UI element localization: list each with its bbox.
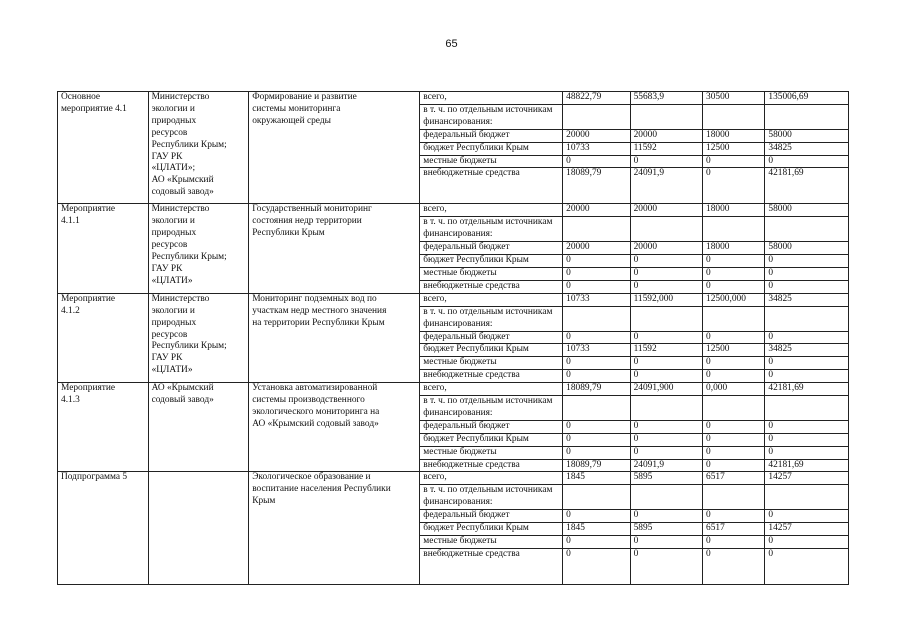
amount-cell: 20000 [563,204,630,217]
funding-source-cell: бюджет Республики Крым [420,523,563,536]
funding-source-cell: федеральный бюджет [420,242,563,255]
amount-cell: 0 [563,420,630,433]
amount-cell: 0 [563,280,630,293]
amount-cell: 0 [563,510,630,523]
amount-cell: 20000 [630,129,702,142]
activity-name-cell [58,472,149,584]
amount-cell: 12500 [703,344,765,357]
amount-cell: 135006,69 [765,92,849,105]
funding-source-cell: федеральный бюджет [420,129,563,142]
amount-cell: 42181,69 [765,459,849,472]
text-line: окружающей среды [252,115,331,126]
amount-cell: 0 [703,510,765,523]
text-line: 4.1.3 [61,395,80,406]
text-line: АО «Крымский [151,175,214,186]
text-line: Министерство [151,92,210,102]
text-line: воспитание населения Республики [252,484,391,495]
amount-cell: 0 [703,168,765,204]
amount-cell: 0 [630,536,702,549]
amount-cell: 0 [563,267,630,280]
amount-cell: 0 [630,280,702,293]
funding-source-cell: всего, [420,472,563,485]
text-line: ГАУ РК [151,353,183,364]
text-line: природных [151,228,197,239]
text-line: Мероприятие [61,293,116,304]
amount-cell: 18000 [703,129,765,142]
amount-cell: 11592,000 [630,293,702,306]
amount-cell: 55683,9 [630,92,702,105]
text-line: «ЦЛАТИ» [151,365,193,376]
amount-cell: 6517 [703,523,765,536]
funding-source-cell: внебюджетные средства [420,168,563,204]
amount-cell: 0 [765,331,849,344]
amount-cell: 0 [563,255,630,268]
amount-cell: 1845 [563,472,630,485]
funding-source-cell: федеральный бюджет [420,510,563,523]
amount-cell [703,396,765,421]
text-line: содовый завод» [151,187,214,198]
amount-cell [765,396,849,421]
amount-cell: 34825 [765,293,849,306]
text-line: Крым [252,496,276,507]
executor-cell [148,383,249,472]
description-cell [249,92,420,204]
amount-cell: 34825 [765,142,849,155]
amount-cell: 10733 [563,293,630,306]
description-cell [249,472,420,584]
amount-cell: 0 [630,370,702,383]
executor-cell [148,92,249,204]
amount-cell: 0 [703,331,765,344]
text-line: системы мониторинга [252,103,341,114]
amount-cell: 18089,79 [563,459,630,472]
text-line: Министерство [151,293,210,304]
description-cell [249,204,420,293]
funding-source-cell: бюджет Республики Крым [420,142,563,155]
amount-cell: 0 [765,155,849,168]
activity-name-cell [58,204,149,293]
funding-source-cell: всего, [420,204,563,217]
amount-cell: 18089,79 [563,168,630,204]
amount-cell: 0 [703,267,765,280]
amount-cell: 0 [703,255,765,268]
amount-cell: 6517 [703,472,765,485]
text-line: экологии и [151,305,195,316]
amount-cell [703,306,765,331]
amount-cell [703,104,765,129]
amount-cell [765,485,849,510]
amount-cell: 0 [563,433,630,446]
text-line: ГАУ РК [151,263,183,274]
text-line: Формирование и развитие [252,92,357,102]
executor-cell [148,293,249,382]
activity-name-cell [58,383,149,472]
text-line: участкам недр местного значения [252,305,387,316]
funding-source-cell: всего, [420,293,563,306]
funding-source-cell: всего, [420,383,563,396]
funding-source-cell: федеральный бюджет [420,331,563,344]
amount-cell: 34825 [765,344,849,357]
text-line: ресурсов [151,240,188,251]
text-line: Государственный мониторинг [252,204,372,215]
amount-cell: 0 [765,267,849,280]
amount-cell [630,104,702,129]
amount-cell: 0 [630,267,702,280]
amount-cell: 0 [765,446,849,459]
text-line: Министерство [151,204,210,215]
funding-source-cell: в т. ч. по отдельным источникам финансирования: [420,485,563,510]
amount-cell: 0 [630,510,702,523]
amount-cell [630,396,702,421]
amount-cell [630,306,702,331]
amount-cell: 0 [630,446,702,459]
table-row [58,92,849,105]
amount-cell [563,396,630,421]
amount-cell: 0 [703,357,765,370]
budget-table [57,91,849,585]
text-line: Установка автоматизированной [252,383,378,394]
amount-cell: 0 [703,459,765,472]
text-line: Республики Крым; [151,252,227,263]
amount-cell: 0 [703,446,765,459]
amount-cell: 0 [703,536,765,549]
amount-cell: 0 [563,536,630,549]
text-line: Республики Крым; [151,341,227,352]
amount-cell: 20000 [563,129,630,142]
amount-cell: 0 [563,446,630,459]
text-line: природных [151,115,197,126]
amount-cell: 11592 [630,142,702,155]
amount-cell: 0 [703,548,765,584]
amount-cell: 0 [630,433,702,446]
text-line: природных [151,317,197,328]
amount-cell [703,485,765,510]
amount-cell: 20000 [630,242,702,255]
funding-source-cell: внебюджетные средства [420,370,563,383]
text-line: АО «Крымский [151,383,214,394]
text-line: АО «Крымский содовый завод» [252,418,379,429]
amount-cell [765,104,849,129]
text-line: 4.1.1 [61,216,80,227]
amount-cell: 30500 [703,92,765,105]
table-row [58,204,849,217]
amount-cell: 48822,79 [563,92,630,105]
amount-cell: 1845 [563,523,630,536]
funding-source-cell: бюджет Республики Крым [420,344,563,357]
amount-cell: 0 [703,433,765,446]
text-line: Республики Крым [252,228,325,239]
amount-cell: 12500 [703,142,765,155]
amount-cell: 0 [563,548,630,584]
amount-cell: 0 [765,536,849,549]
amount-cell [765,306,849,331]
text-line: «ЦЛАТИ»; [151,163,196,174]
amount-cell: 0 [765,370,849,383]
amount-cell: 18000 [703,204,765,217]
funding-source-cell: бюджет Республики Крым [420,433,563,446]
amount-cell [630,485,702,510]
funding-source-cell: местные бюджеты [420,155,563,168]
description-cell [249,293,420,382]
amount-cell: 0,000 [703,383,765,396]
description-cell [249,383,420,472]
text-line: Мероприятие [61,204,116,215]
amount-cell [630,217,702,242]
text-line: Подпрограмма 5 [61,472,128,483]
amount-cell: 58000 [765,204,849,217]
amount-cell: 0 [703,280,765,293]
text-line: ГАУ РК [151,151,183,162]
amount-cell: 14257 [765,523,849,536]
text-line: «ЦЛАТИ» [151,275,193,286]
amount-cell: 0 [630,420,702,433]
amount-cell [765,217,849,242]
amount-cell: 0 [630,255,702,268]
table-row [58,472,849,485]
funding-source-cell: в т. ч. по отдельным источникам финансирования: [420,306,563,331]
amount-cell: 14257 [765,472,849,485]
executor-cell [148,472,249,584]
amount-cell: 0 [563,357,630,370]
activity-name-cell [58,293,149,382]
amount-cell: 0 [630,548,702,584]
amount-cell: 0 [563,331,630,344]
text-line: системы производственного [252,395,365,406]
amount-cell: 58000 [765,129,849,142]
text-line: Основное [61,92,101,102]
funding-source-cell: в т. ч. по отдельным источникам финансирования: [420,217,563,242]
funding-source-cell: всего, [420,92,563,105]
text-line: экологии и [151,103,195,114]
amount-cell [703,217,765,242]
text-line: Мониторинг подземных вод по [252,293,377,304]
amount-cell [563,104,630,129]
table-row [58,383,849,396]
amount-cell: 0 [630,155,702,168]
amount-cell: 0 [765,357,849,370]
executor-cell [148,204,249,293]
amount-cell [563,306,630,331]
amount-cell: 0 [563,155,630,168]
funding-source-cell: внебюджетные средства [420,280,563,293]
amount-cell: 24091,9 [630,459,702,472]
amount-cell: 0 [563,370,630,383]
funding-source-cell: местные бюджеты [420,357,563,370]
page-number: 65 [445,38,458,50]
amount-cell: 42181,69 [765,383,849,396]
funding-source-cell: внебюджетные средства [420,548,563,584]
funding-source-cell: внебюджетные средства [420,459,563,472]
funding-source-cell: местные бюджеты [420,446,563,459]
text-line: экологического мониторинга на [252,406,380,417]
amount-cell: 24091,900 [630,383,702,396]
activity-name-cell [58,92,149,204]
amount-cell: 0 [703,420,765,433]
amount-cell: 0 [765,548,849,584]
amount-cell: 42181,69 [765,168,849,204]
funding-source-cell: в т. ч. по отдельным источникам финансирования: [420,104,563,129]
text-line: ресурсов [151,329,188,340]
text-line: содовый завод» [151,395,214,406]
amount-cell: 11592 [630,344,702,357]
amount-cell: 0 [765,280,849,293]
amount-cell: 18089,79 [563,383,630,396]
text-line: экологии и [151,216,195,227]
amount-cell: 0 [765,433,849,446]
text-line: мероприятие 4.1 [61,103,127,114]
text-line: Республики Крым; [151,139,227,150]
text-line: на территории Республики Крым [252,317,385,328]
amount-cell: 18000 [703,242,765,255]
amount-cell: 0 [703,370,765,383]
amount-cell: 10733 [563,344,630,357]
amount-cell: 0 [765,420,849,433]
amount-cell: 12500,000 [703,293,765,306]
text-line: 4.1.2 [61,305,80,316]
amount-cell: 0 [703,155,765,168]
amount-cell: 0 [765,255,849,268]
amount-cell: 20000 [630,204,702,217]
table-row [58,293,849,306]
amount-cell: 58000 [765,242,849,255]
amount-cell: 0 [630,331,702,344]
amount-cell [563,217,630,242]
amount-cell: 20000 [563,242,630,255]
amount-cell: 10733 [563,142,630,155]
text-line: Мероприятие [61,383,116,394]
funding-source-cell: бюджет Республики Крым [420,255,563,268]
funding-source-cell: в т. ч. по отдельным источникам финансирования: [420,396,563,421]
amount-cell: 24091,9 [630,168,702,204]
amount-cell [563,485,630,510]
amount-cell: 5895 [630,472,702,485]
funding-source-cell: федеральный бюджет [420,420,563,433]
funding-source-cell: местные бюджеты [420,267,563,280]
amount-cell: 0 [765,510,849,523]
funding-source-cell: местные бюджеты [420,536,563,549]
text-line: Экологическое образование и [252,472,371,483]
text-line: состояния недр территории [252,216,362,227]
amount-cell: 5895 [630,523,702,536]
amount-cell: 0 [630,357,702,370]
text-line: ресурсов [151,127,188,138]
